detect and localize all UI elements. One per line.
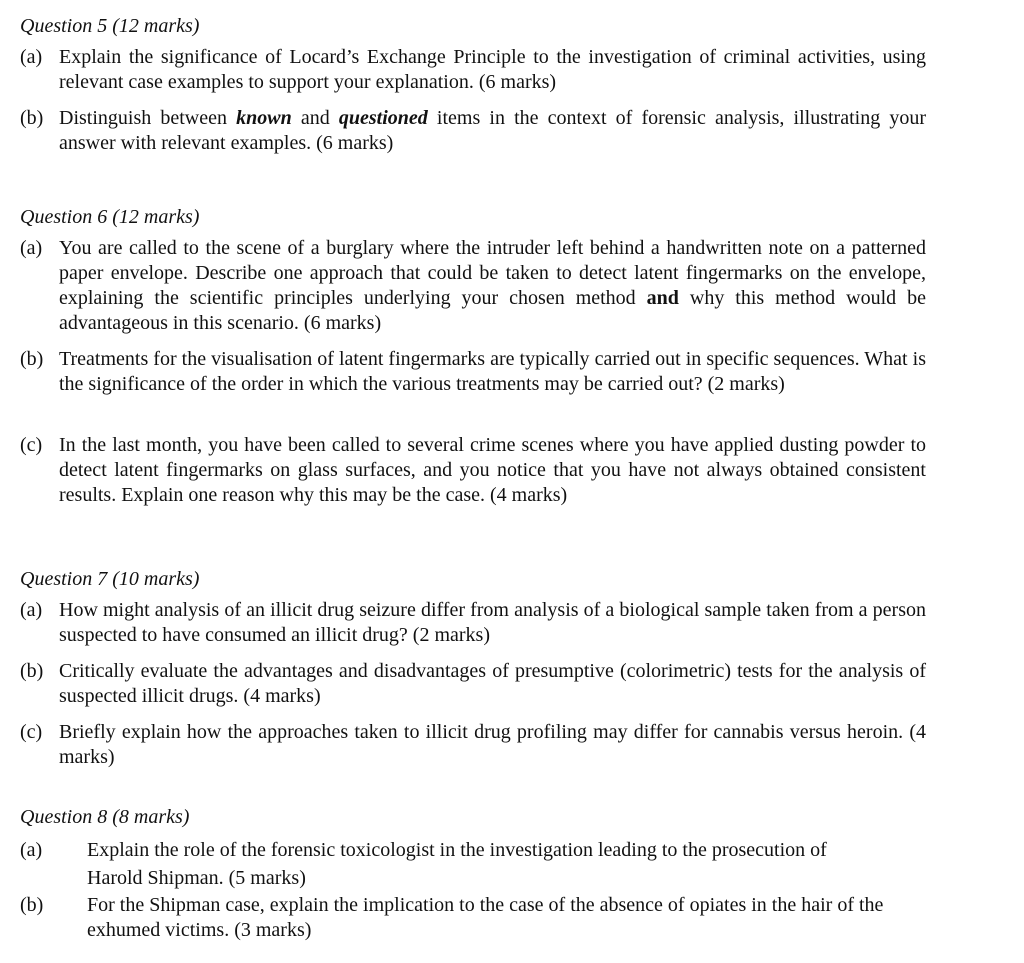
part-text [59, 106, 926, 156]
part-label: (c) [20, 721, 43, 743]
question-8-part-a [20, 836, 926, 892]
part-text: For the Shipman case, explain the implication to the case of the absence of opiates in the hair of the exhumed victims. (3 marks) [87, 894, 884, 941]
part-text: How might analysis of an illicit drug seizure differ from analysis of a biological sample taken from a person suspected to have consumed an illicit drug? (2 marks) [59, 599, 926, 646]
question-5-heading: Question 5 (12 marks) [20, 15, 200, 37]
known-emphasis: known [236, 107, 292, 129]
questioned-emphasis: questioned [338, 107, 428, 129]
question-8-heading: Question 8 (8 marks) [20, 806, 190, 828]
part-label: (a) [20, 599, 43, 621]
part-label: (a) [20, 839, 43, 861]
part-text: Treatments for the visualisation of latent fingermarks are typically carried out in specific sequences. What is the significance of the order in which the various treatments may be carried out? (2 marks) [59, 348, 926, 395]
question-7-heading: Question 7 (10 marks) [20, 568, 200, 590]
part-text-mid: and [291, 107, 339, 129]
part-label: (a) [20, 46, 43, 68]
question-6-heading: Question 6 (12 marks) [20, 206, 200, 228]
part-text-post: why this method would be advantageous in this scenario. (6 marks) [59, 287, 926, 334]
part-label: (b) [20, 348, 44, 370]
and-emphasis: and [646, 287, 679, 309]
part-text: Briefly explain how the approaches taken to illicit drug profiling may differ for cannabis versus heroin. (4 marks) [59, 721, 926, 768]
question-7-part-a [20, 598, 926, 648]
part-label: (b) [20, 660, 44, 682]
part-label: (a) [20, 237, 43, 259]
part-text: In the last month, you have been called to several crime scenes where you have applied dusting powder to detect latent fingermarks on glass surfaces, and you notice that you have not always obtained consistent results. Explain one reason why this may be the case. (4 marks) [59, 434, 926, 506]
part-label: (c) [20, 434, 43, 456]
part-text-pre: Distinguish between [59, 107, 237, 129]
part-text-pre: You are called to the scene of a burglary where the intruder left behind a handwritten note on a patterned paper envelope. Describe one approach that could be taken to detect latent fingermarks on the envelope, explaining the scientific principles underlying your chosen method [59, 237, 926, 309]
question-6-part-c [20, 433, 926, 508]
question-7-part-c [20, 720, 926, 770]
question-6-part-a [20, 236, 926, 336]
part-text-post: items in the context of forensic analysis, illustrating your answer with relevant examples. (6 marks) [59, 107, 927, 154]
question-5-part-a [20, 45, 926, 95]
question-8-part-b [20, 893, 926, 943]
question-6-part-b [20, 347, 926, 397]
part-label: (b) [20, 894, 44, 916]
part-text: Explain the significance of Locard’s Exchange Principle to the investigation of criminal activities, using relevant case examples to support your explanation. (6 marks) [59, 46, 926, 93]
part-text: Explain the role of the forensic toxicologist in the investigation leading to the prosecution of Harold Shipman. (5 marks) [87, 839, 827, 889]
question-7-part-b [20, 659, 926, 709]
part-text: Critically evaluate the advantages and disadvantages of presumptive (colorimetric) tests for the analysis of suspected illicit drugs. (4 marks) [59, 660, 926, 707]
question-5-part-b [20, 106, 926, 156]
part-text [59, 236, 926, 336]
part-label: (b) [20, 107, 44, 129]
